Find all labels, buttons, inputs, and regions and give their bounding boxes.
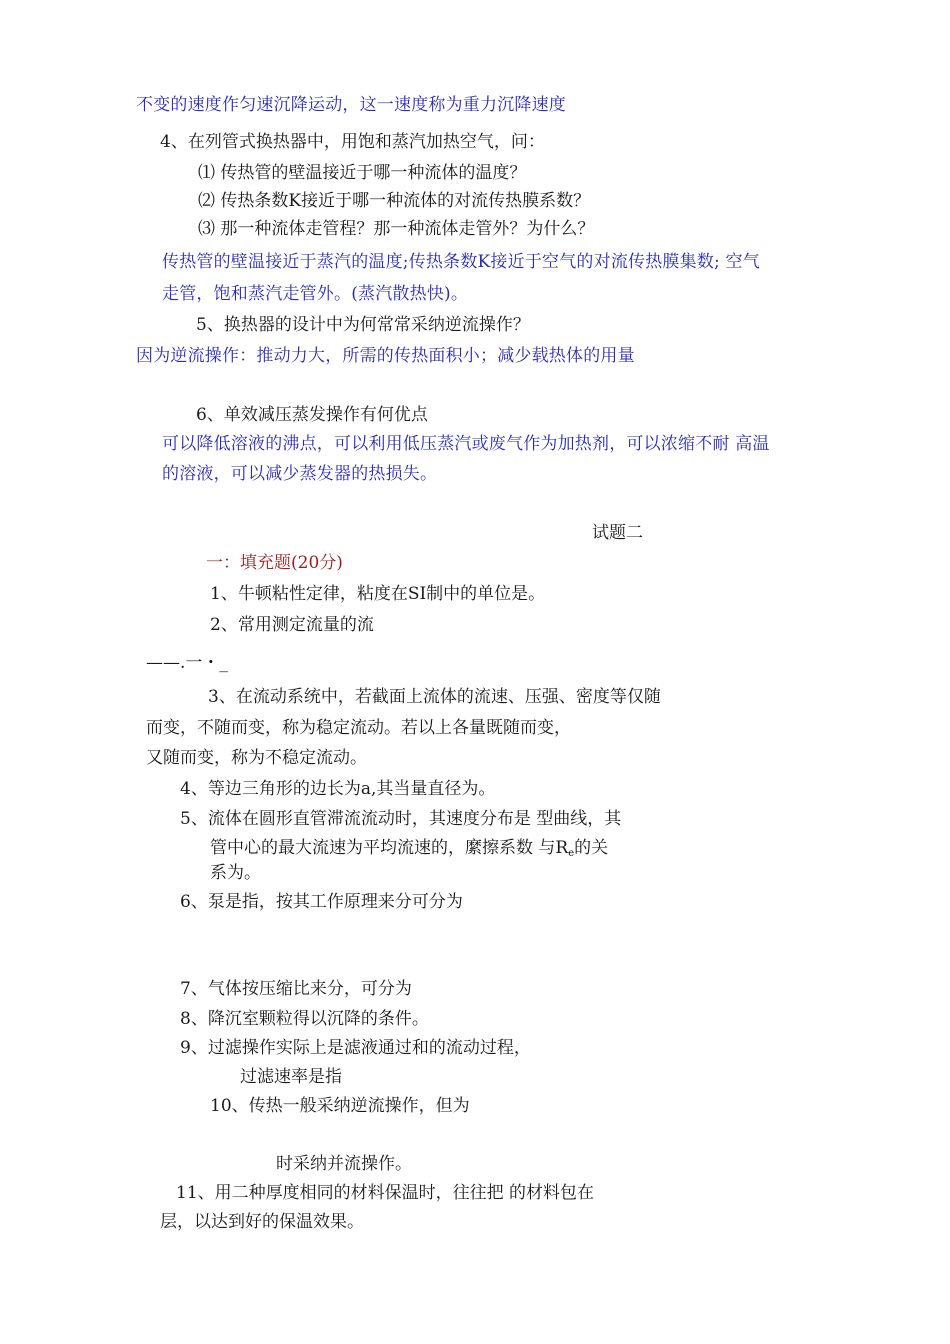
fill-question-3-line-1: 3、在流动系统中，若截面上流体的流速、压强、密度等仅随 — [208, 687, 661, 707]
answer-settling-speed: 不变的速度作匀速沉降运动，这一速度称为重力沉降速度 — [136, 95, 566, 115]
answer-4-line-1: 传热管的壁温接近于蒸汽的温度;传热条数K接近于空气的对流传热膜集数; 空气 — [162, 252, 760, 272]
fill-question-5-line-2-end: 的关 — [574, 838, 609, 858]
question-5: 5、换热器的设计中为何常常采纳逆流操作？ — [196, 315, 530, 335]
fill-question-1: 1、牛顿粘性定律，粘度在SI制中的单位是。 — [210, 584, 546, 604]
fill-question-3-line-2: 而变，不随而变，称为稳定流动。若以上各量既随而变， — [146, 718, 571, 738]
question-4: 4、在列管式换热器中，用饱和蒸汽加热空气，问： — [160, 132, 545, 152]
fill-question-2-blank: ——.一・_ — [146, 653, 228, 673]
answer-6-line-2: 的溶液，可以减少蒸发器的热损失。 — [162, 464, 438, 484]
fill-question-9-line-2: 过滤速率是指 — [240, 1067, 342, 1087]
question-6: 6、单效减压蒸发操作有何优点 — [196, 405, 428, 425]
fill-question-5-line-1: 5、流体在圆形直管滞流流动时，其速度分布是 型曲线，其 — [180, 809, 622, 829]
exam-title: 试题二 — [592, 523, 643, 543]
fill-question-10-line-1: 10、传热一般采纳逆流操作，但为 — [210, 1096, 470, 1116]
answer-6-line-1: 可以降低溶液的沸点，可以利用低压蒸汽或废气作为加热剂，可以浓缩不耐 高温 — [162, 434, 770, 454]
fill-question-11-line-1: 11、用二种厚度相同的材料保温时，往往把 的材料包在 — [176, 1183, 595, 1203]
fill-question-5-line-3: 系为。 — [210, 863, 261, 883]
fill-question-7: 7、气体按压缩比来分，可分为 — [180, 979, 412, 999]
fill-question-5-line-2-text: 管中心的最大流速为平均流速的，縻擦系数 与R — [210, 838, 569, 858]
section-heading: 一：填充题(20分) — [206, 553, 343, 573]
fill-question-4: 4、等边三角形的边长为a,其当量直径为。 — [180, 779, 496, 799]
fill-question-10-line-2: 时采纳并流操作。 — [276, 1154, 412, 1174]
fill-question-5-line-2 — [210, 837, 608, 865]
fill-question-8: 8、降沉室颗粒得以沉降的条件。 — [180, 1009, 429, 1029]
fill-question-6: 6、泵是指，按其工作原理来分可分为 — [180, 892, 463, 912]
question-4-sub-1: ⑴ 传热管的壁温接近于哪一种流体的温度？ — [198, 163, 527, 183]
answer-5: 因为逆流操作：推动力大，所需的传热面积小；减少载热体的用量 — [136, 346, 635, 366]
fill-question-3-line-3: 又随而变，称为不稳定流动。 — [146, 748, 367, 768]
fill-question-11-line-2: 层，以达到好的保温效果。 — [160, 1212, 364, 1232]
answer-4-line-2: 走管，饱和蒸汽走管外。(蒸汽散热快)。 — [162, 284, 469, 304]
question-4-sub-2: ⑵ 传热条数K接近于哪一种流体的对流传热膜系数？ — [198, 191, 591, 211]
fill-question-2: 2、常用测定流量的流 — [210, 615, 374, 635]
question-4-sub-3: ⑶ 那一种流体走管程？那一种流体走管外？为什么？ — [198, 219, 595, 239]
fill-question-9-line-1: 9、过滤操作实际上是滤液通过和的流动过程， — [180, 1038, 531, 1058]
reynolds-subscript: e — [568, 848, 575, 859]
